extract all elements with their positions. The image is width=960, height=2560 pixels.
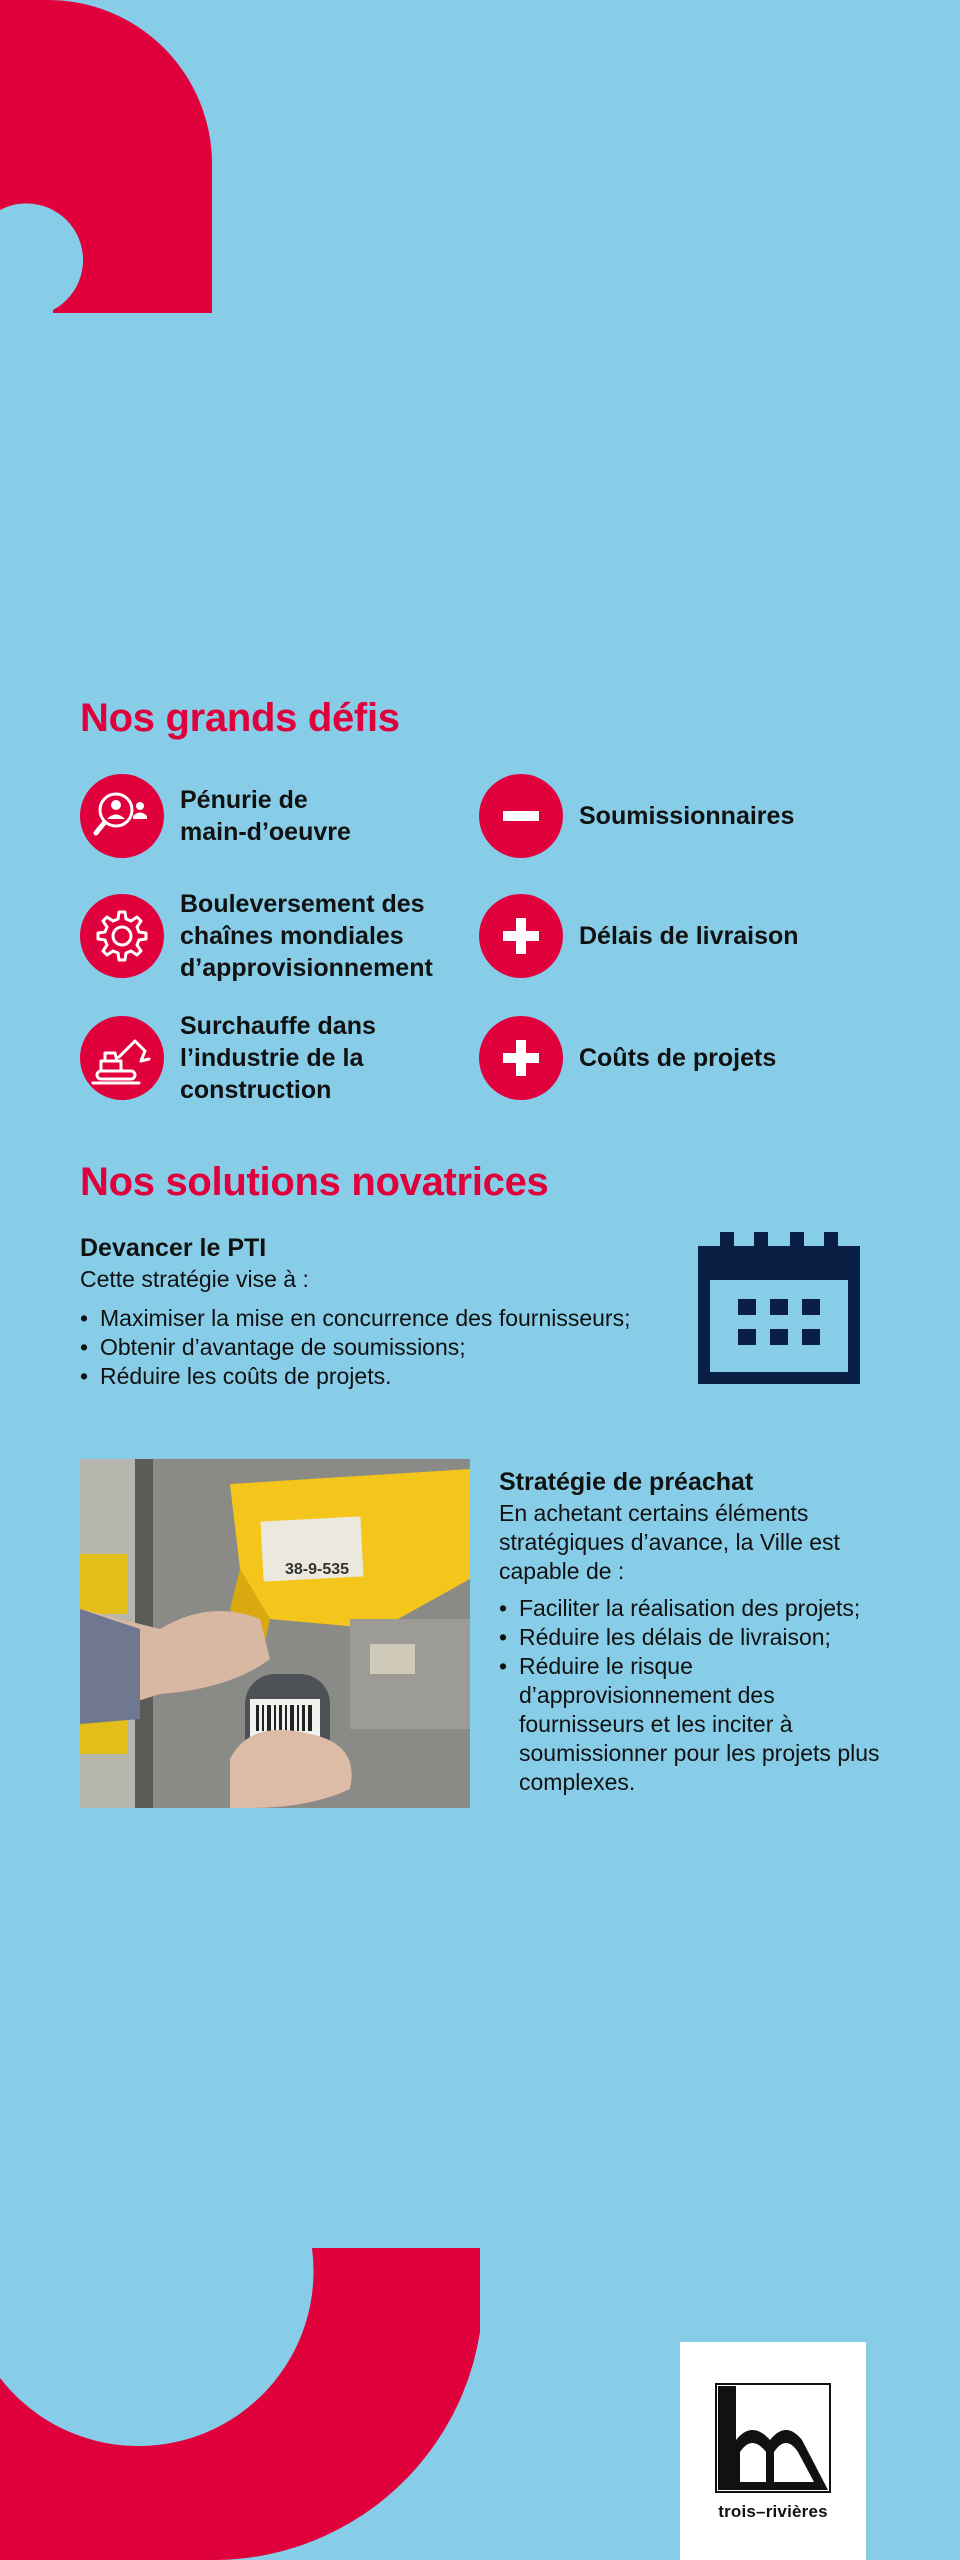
list-item: • Réduire le risque d’approvisionnement des fournisseurs et les inciter à soumissionner pour les projets plus complexes. <box>499 1652 895 1797</box>
preachat-heading: Stratégie de préachat <box>499 1468 754 1496</box>
minus-icon <box>479 774 563 858</box>
challenge-item-delais <box>479 891 799 981</box>
plus-icon <box>479 894 563 978</box>
challenge-item-soumissionnaires <box>479 771 794 861</box>
list-item: • Faciliter la réalisation des projets; <box>499 1594 895 1623</box>
warehouse-photo <box>80 1459 470 1808</box>
worker-search-icon <box>80 774 164 858</box>
solutions-title: Nos solutions novatrices <box>80 1160 549 1204</box>
calendar-icon <box>698 1232 860 1384</box>
excavator-icon <box>80 1016 164 1100</box>
pti-bullet-list <box>80 1304 680 1391</box>
challenge-item-surchauffe <box>80 1013 376 1103</box>
logo-text: trois–rivières <box>718 2502 828 2521</box>
challenge-label: Coûts de projets <box>579 1044 777 1072</box>
decorative-arc-top <box>0 0 212 313</box>
challenges-title: Nos grands défis <box>80 696 400 740</box>
decorative-arc-bottom <box>0 2248 480 2560</box>
pti-heading: Devancer le PTI <box>80 1234 267 1262</box>
challenge-label: Soumissionnaires <box>579 802 795 830</box>
preachat-bullet-list <box>499 1594 895 1797</box>
challenge-label: Délais de livraison <box>579 922 799 950</box>
plus-icon <box>479 1016 563 1100</box>
challenge-label: Surchauffe dans l’industrie de la construction <box>180 1012 376 1104</box>
list-item: • Réduire les délais de livraison; <box>499 1623 895 1652</box>
challenge-item-penurie <box>80 771 351 861</box>
list-item: • Maximiser la mise en concurrence des fournisseurs; <box>80 1304 680 1333</box>
challenge-label: Pénurie de main-d’oeuvre <box>180 786 351 846</box>
trois-rivieres-logo <box>680 2342 866 2560</box>
list-item: • Réduire les coûts de projets. <box>80 1362 680 1391</box>
bin-label-text: 38-9-535 <box>285 1561 350 1578</box>
list-item: • Obtenir d’avantage de soumissions; <box>80 1333 680 1362</box>
challenge-item-couts <box>479 1013 776 1103</box>
gear-icon <box>80 894 164 978</box>
pti-intro: Cette stratégie vise à : <box>80 1266 309 1292</box>
preachat-intro: En achetant certains éléments stratégiques d’avance, la Ville est capable de : <box>499 1500 840 1584</box>
challenge-item-chaines <box>80 891 433 981</box>
challenge-label: Bouleversement des chaînes mondiales d’approvisionnement <box>180 890 433 982</box>
trois-rivieres-logo-mark <box>714 2382 832 2500</box>
